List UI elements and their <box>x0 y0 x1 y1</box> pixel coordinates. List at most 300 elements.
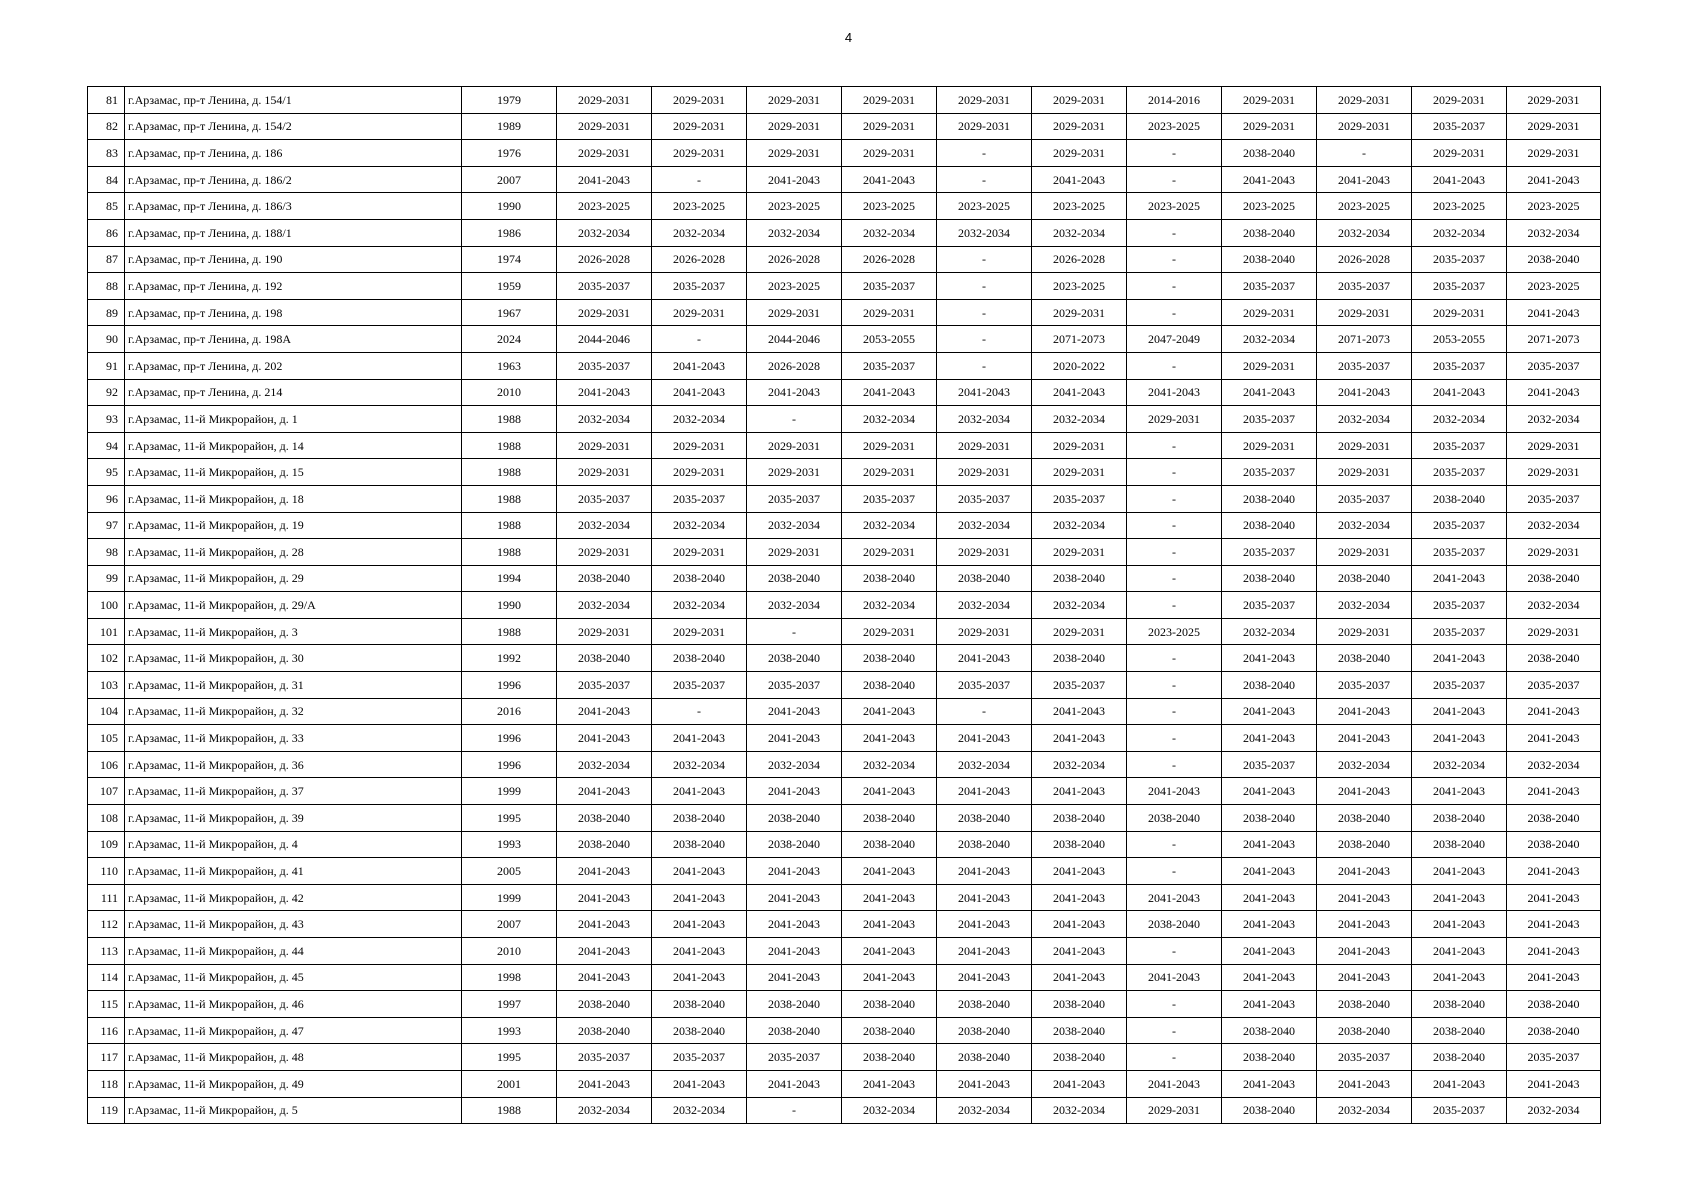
year-built-cell: 1988 <box>462 459 557 486</box>
period-cell: 2041-2043 <box>1507 964 1601 991</box>
table-row <box>88 193 1601 220</box>
period-cell: - <box>1127 751 1222 778</box>
period-cell: 2032-2034 <box>557 512 652 539</box>
period-cell: 2035-2037 <box>747 485 842 512</box>
period-cell: 2023-2025 <box>652 193 747 220</box>
period-cell: 2032-2034 <box>1507 1097 1601 1124</box>
period-cell: 2035-2037 <box>937 672 1032 699</box>
period-cell: 2032-2034 <box>937 219 1032 246</box>
period-cell: 2029-2031 <box>652 618 747 645</box>
period-cell: 2038-2040 <box>652 645 747 672</box>
period-cell: - <box>937 352 1032 379</box>
period-cell: 2029-2031 <box>747 140 842 167</box>
period-cell: 2032-2034 <box>842 592 937 619</box>
period-cell: 2038-2040 <box>1412 831 1507 858</box>
period-cell: 2038-2040 <box>652 565 747 592</box>
year-built-cell: 2007 <box>462 911 557 938</box>
address-cell: г.Арзамас, 11-й Микрорайон, д. 1 <box>125 406 462 433</box>
table-row <box>88 87 1601 114</box>
period-cell: 2038-2040 <box>1032 1044 1127 1071</box>
period-cell: 2038-2040 <box>652 805 747 832</box>
period-cell: 2041-2043 <box>747 858 842 885</box>
period-cell: - <box>937 698 1032 725</box>
period-cell: - <box>1127 645 1222 672</box>
year-built-cell: 1988 <box>462 512 557 539</box>
period-cell: 2032-2034 <box>557 592 652 619</box>
address-cell: г.Арзамас, 11-й Микрорайон, д. 4 <box>125 831 462 858</box>
period-cell: 2041-2043 <box>1507 379 1601 406</box>
row-number-cell: 98 <box>88 539 125 566</box>
period-cell: 2032-2034 <box>1032 219 1127 246</box>
period-cell: 2041-2043 <box>1412 645 1507 672</box>
year-built-cell: 1993 <box>462 831 557 858</box>
address-cell: г.Арзамас, пр-т Ленина, д. 186 <box>125 140 462 167</box>
row-number-cell: 118 <box>88 1070 125 1097</box>
period-cell: 2026-2028 <box>747 352 842 379</box>
period-cell: 2038-2040 <box>1032 991 1127 1018</box>
address-cell: г.Арзамас, пр-т Ленина, д. 186/2 <box>125 166 462 193</box>
period-cell: 2041-2043 <box>937 911 1032 938</box>
period-cell: 2038-2040 <box>1222 805 1317 832</box>
period-cell: 2032-2034 <box>937 512 1032 539</box>
period-cell: 2041-2043 <box>747 725 842 752</box>
period-cell: 2029-2031 <box>1222 87 1317 114</box>
period-cell: 2038-2040 <box>747 1017 842 1044</box>
row-number-cell: 87 <box>88 246 125 273</box>
period-cell: 2032-2034 <box>747 751 842 778</box>
year-built-cell: 1998 <box>462 964 557 991</box>
period-cell: 2026-2028 <box>842 246 937 273</box>
period-cell: 2029-2031 <box>557 299 652 326</box>
period-cell: 2035-2037 <box>1222 751 1317 778</box>
year-built-cell: 1959 <box>462 273 557 300</box>
period-cell: 2041-2043 <box>1127 778 1222 805</box>
year-built-cell: 1974 <box>462 246 557 273</box>
period-cell: 2041-2043 <box>937 725 1032 752</box>
period-cell: 2041-2043 <box>1412 858 1507 885</box>
period-cell: 2038-2040 <box>1032 565 1127 592</box>
period-cell: 2038-2040 <box>1317 805 1412 832</box>
period-cell: 2041-2043 <box>1317 858 1412 885</box>
period-cell: 2044-2046 <box>557 326 652 353</box>
period-cell: 2035-2037 <box>842 485 937 512</box>
address-cell: г.Арзамас, пр-т Ленина, д. 198 <box>125 299 462 326</box>
table-row <box>88 459 1601 486</box>
address-cell: г.Арзамас, 11-й Микрорайон, д. 33 <box>125 725 462 752</box>
address-cell: г.Арзамас, 11-й Микрорайон, д. 30 <box>125 645 462 672</box>
row-number-cell: 111 <box>88 884 125 911</box>
period-cell: 2038-2040 <box>1222 140 1317 167</box>
period-cell: 2038-2040 <box>1222 1097 1317 1124</box>
period-cell: 2041-2043 <box>1032 938 1127 965</box>
period-cell: 2023-2025 <box>937 193 1032 220</box>
period-cell: 2041-2043 <box>1222 645 1317 672</box>
period-cell: 2041-2043 <box>1507 858 1601 885</box>
period-cell: 2041-2043 <box>1507 911 1601 938</box>
period-cell: 2035-2037 <box>1412 1097 1507 1124</box>
address-cell: г.Арзамас, пр-т Ленина, д. 190 <box>125 246 462 273</box>
period-cell: 2023-2025 <box>747 193 842 220</box>
period-cell: 2035-2037 <box>1507 485 1601 512</box>
period-cell: 2041-2043 <box>842 964 937 991</box>
period-cell: 2032-2034 <box>842 406 937 433</box>
period-cell: 2032-2034 <box>557 219 652 246</box>
period-cell: 2038-2040 <box>1032 831 1127 858</box>
period-cell: 2035-2037 <box>937 485 1032 512</box>
period-cell: 2032-2034 <box>652 406 747 433</box>
period-cell: 2029-2031 <box>1317 113 1412 140</box>
period-cell: - <box>1127 166 1222 193</box>
row-number-cell: 104 <box>88 698 125 725</box>
period-cell: 2029-2031 <box>652 432 747 459</box>
period-cell: 2041-2043 <box>1222 938 1317 965</box>
year-built-cell: 1992 <box>462 645 557 672</box>
period-cell: 2038-2040 <box>842 1017 937 1044</box>
period-cell: 2032-2034 <box>1032 512 1127 539</box>
period-cell: - <box>1127 858 1222 885</box>
row-number-cell: 117 <box>88 1044 125 1071</box>
period-cell: 2029-2031 <box>1412 140 1507 167</box>
period-cell: 2041-2043 <box>1127 964 1222 991</box>
year-built-cell: 1988 <box>462 618 557 645</box>
table-row <box>88 1070 1601 1097</box>
period-cell: 2038-2040 <box>937 1044 1032 1071</box>
period-cell: 2029-2031 <box>1032 113 1127 140</box>
period-cell: 2029-2031 <box>747 539 842 566</box>
period-cell: 2038-2040 <box>1317 991 1412 1018</box>
period-cell: 2041-2043 <box>747 884 842 911</box>
period-cell: - <box>1127 1044 1222 1071</box>
period-cell: 2029-2031 <box>1032 140 1127 167</box>
period-cell: 2029-2031 <box>1507 618 1601 645</box>
period-cell: 2041-2043 <box>1032 379 1127 406</box>
period-cell: 2032-2034 <box>747 592 842 619</box>
period-cell: 2032-2034 <box>652 1097 747 1124</box>
period-cell: 2041-2043 <box>1412 964 1507 991</box>
year-built-cell: 1990 <box>462 193 557 220</box>
period-cell: 2035-2037 <box>652 273 747 300</box>
period-cell: 2038-2040 <box>1507 645 1601 672</box>
period-cell: 2029-2031 <box>557 539 652 566</box>
period-cell: 2032-2034 <box>1507 512 1601 539</box>
period-cell: 2035-2037 <box>1412 539 1507 566</box>
table-row <box>88 512 1601 539</box>
page-number: 4 <box>844 30 853 45</box>
table-row <box>88 618 1601 645</box>
address-cell: г.Арзамас, 11-й Микрорайон, д. 36 <box>125 751 462 778</box>
period-cell: 2032-2034 <box>557 1097 652 1124</box>
period-cell: 2035-2037 <box>557 1044 652 1071</box>
period-cell: 2029-2031 <box>937 113 1032 140</box>
period-cell: 2032-2034 <box>1507 592 1601 619</box>
period-cell: 2038-2040 <box>747 831 842 858</box>
period-cell: 2041-2043 <box>842 778 937 805</box>
period-cell: 2023-2025 <box>1507 273 1601 300</box>
period-cell: 2029-2031 <box>1317 618 1412 645</box>
period-cell: 2029-2031 <box>1507 113 1601 140</box>
period-cell: - <box>1127 938 1222 965</box>
period-cell: 2038-2040 <box>1507 246 1601 273</box>
period-cell: 2032-2034 <box>1222 618 1317 645</box>
period-cell: 2032-2034 <box>1032 592 1127 619</box>
address-cell: г.Арзамас, 11-й Микрорайон, д. 5 <box>125 1097 462 1124</box>
table-row <box>88 884 1601 911</box>
table-row <box>88 991 1601 1018</box>
address-cell: г.Арзамас, 11-й Микрорайон, д. 14 <box>125 432 462 459</box>
period-cell: 2041-2043 <box>1222 858 1317 885</box>
period-cell: 2029-2031 <box>1127 1097 1222 1124</box>
period-cell: 2041-2043 <box>937 884 1032 911</box>
period-cell: 2029-2031 <box>1127 406 1222 433</box>
period-cell: - <box>1127 246 1222 273</box>
table-row <box>88 778 1601 805</box>
period-cell: 2038-2040 <box>842 672 937 699</box>
period-cell: 2041-2043 <box>1317 964 1412 991</box>
period-cell: 2041-2043 <box>1507 1070 1601 1097</box>
row-number-cell: 93 <box>88 406 125 433</box>
period-cell: 2041-2043 <box>1507 166 1601 193</box>
period-cell: 2038-2040 <box>937 565 1032 592</box>
period-cell: 2038-2040 <box>842 565 937 592</box>
address-cell: г.Арзамас, 11-й Микрорайон, д. 47 <box>125 1017 462 1044</box>
period-cell: 2041-2043 <box>1222 725 1317 752</box>
period-cell: 2032-2034 <box>1032 406 1127 433</box>
period-cell: 2041-2043 <box>937 938 1032 965</box>
period-cell: 2038-2040 <box>1222 246 1317 273</box>
period-cell: 2038-2040 <box>1222 1017 1317 1044</box>
period-cell: 2041-2043 <box>1317 938 1412 965</box>
period-cell: 2041-2043 <box>842 725 937 752</box>
period-cell: 2032-2034 <box>652 219 747 246</box>
period-cell: 2029-2031 <box>842 618 937 645</box>
period-cell: - <box>1127 273 1222 300</box>
period-cell: 2035-2037 <box>557 273 652 300</box>
period-cell: 2035-2037 <box>1317 1044 1412 1071</box>
address-cell: г.Арзамас, 11-й Микрорайон, д. 28 <box>125 539 462 566</box>
period-cell: - <box>937 246 1032 273</box>
row-number-cell: 112 <box>88 911 125 938</box>
table-row <box>88 964 1601 991</box>
period-cell: - <box>1127 725 1222 752</box>
address-cell: г.Арзамас, 11-й Микрорайон, д. 41 <box>125 858 462 885</box>
period-cell: 2038-2040 <box>652 1017 747 1044</box>
period-cell: 2035-2037 <box>1317 485 1412 512</box>
row-number-cell: 106 <box>88 751 125 778</box>
row-number-cell: 108 <box>88 805 125 832</box>
year-built-cell: 2001 <box>462 1070 557 1097</box>
year-built-cell: 2024 <box>462 326 557 353</box>
row-number-cell: 109 <box>88 831 125 858</box>
period-cell: 2038-2040 <box>842 831 937 858</box>
period-cell: 2032-2034 <box>1317 1097 1412 1124</box>
period-cell: 2032-2034 <box>937 592 1032 619</box>
year-built-cell: 1979 <box>462 87 557 114</box>
address-cell: г.Арзамас, 11-й Микрорайон, д. 44 <box>125 938 462 965</box>
period-cell: - <box>1127 539 1222 566</box>
period-cell: - <box>1317 140 1412 167</box>
period-cell: 2041-2043 <box>1317 884 1412 911</box>
period-cell: - <box>1127 140 1222 167</box>
period-cell: 2041-2043 <box>1507 725 1601 752</box>
period-cell: 2029-2031 <box>747 87 842 114</box>
period-cell: 2023-2025 <box>842 193 937 220</box>
address-cell: г.Арзамас, пр-т Ленина, д. 198А <box>125 326 462 353</box>
period-cell: 2071-2073 <box>1317 326 1412 353</box>
period-cell: 2029-2031 <box>1412 87 1507 114</box>
year-built-cell: 2016 <box>462 698 557 725</box>
period-cell: 2053-2055 <box>1412 326 1507 353</box>
year-built-cell: 1999 <box>462 884 557 911</box>
period-cell: - <box>1127 432 1222 459</box>
period-cell: 2041-2043 <box>842 858 937 885</box>
period-cell: 2041-2043 <box>842 938 937 965</box>
period-cell: 2032-2034 <box>842 751 937 778</box>
period-cell: 2038-2040 <box>557 565 652 592</box>
period-cell: 2032-2034 <box>1317 592 1412 619</box>
row-number-cell: 92 <box>88 379 125 406</box>
period-cell: 2041-2043 <box>557 725 652 752</box>
period-cell: 2020-2022 <box>1032 352 1127 379</box>
table-row <box>88 379 1601 406</box>
period-cell: 2029-2031 <box>652 459 747 486</box>
period-cell: 2029-2031 <box>1507 87 1601 114</box>
year-built-cell: 1996 <box>462 725 557 752</box>
address-cell: г.Арзамас, пр-т Ленина, д. 188/1 <box>125 219 462 246</box>
period-cell: - <box>652 698 747 725</box>
period-cell: 2035-2037 <box>1412 246 1507 273</box>
period-cell: 2038-2040 <box>1032 645 1127 672</box>
period-cell: 2023-2025 <box>1222 193 1317 220</box>
row-number-cell: 116 <box>88 1017 125 1044</box>
period-cell: 2041-2043 <box>1032 778 1127 805</box>
period-cell: 2041-2043 <box>1317 698 1412 725</box>
period-cell: 2038-2040 <box>1412 1017 1507 1044</box>
period-cell: 2032-2034 <box>1032 751 1127 778</box>
period-cell: 2041-2043 <box>1507 299 1601 326</box>
period-cell: 2032-2034 <box>937 751 1032 778</box>
period-cell: 2035-2037 <box>842 352 937 379</box>
period-cell: 2032-2034 <box>1317 751 1412 778</box>
period-cell: 2029-2031 <box>557 432 652 459</box>
address-cell: г.Арзамас, 11-й Микрорайон, д. 49 <box>125 1070 462 1097</box>
period-cell: 2041-2043 <box>1222 698 1317 725</box>
period-cell: 2029-2031 <box>1222 432 1317 459</box>
table-body <box>88 87 1601 1124</box>
address-cell: г.Арзамас, пр-т Ленина, д. 154/1 <box>125 87 462 114</box>
year-built-cell: 1963 <box>462 352 557 379</box>
year-built-cell: 2010 <box>462 379 557 406</box>
period-cell: 2038-2040 <box>842 805 937 832</box>
row-number-cell: 113 <box>88 938 125 965</box>
period-cell: 2038-2040 <box>1412 485 1507 512</box>
address-cell: г.Арзамас, пр-т Ленина, д. 214 <box>125 379 462 406</box>
period-cell: 2041-2043 <box>557 1070 652 1097</box>
period-cell: 2038-2040 <box>1032 805 1127 832</box>
period-cell: 2038-2040 <box>937 991 1032 1018</box>
period-cell: 2041-2043 <box>1222 884 1317 911</box>
table-row <box>88 1044 1601 1071</box>
period-cell: 2041-2043 <box>1317 379 1412 406</box>
period-cell: 2035-2037 <box>1412 273 1507 300</box>
period-cell: 2029-2031 <box>652 539 747 566</box>
period-cell: 2023-2025 <box>1127 113 1222 140</box>
row-number-cell: 99 <box>88 565 125 592</box>
period-cell: 2041-2043 <box>652 725 747 752</box>
year-built-cell: 2005 <box>462 858 557 885</box>
period-cell: 2038-2040 <box>1507 1017 1601 1044</box>
table-row <box>88 645 1601 672</box>
period-cell: 2038-2040 <box>652 991 747 1018</box>
period-cell: 2029-2031 <box>842 113 937 140</box>
table-row <box>88 592 1601 619</box>
table-row <box>88 911 1601 938</box>
period-cell: 2035-2037 <box>1222 273 1317 300</box>
period-cell: 2038-2040 <box>747 991 842 1018</box>
row-number-cell: 85 <box>88 193 125 220</box>
row-number-cell: 101 <box>88 618 125 645</box>
row-number-cell: 114 <box>88 964 125 991</box>
period-cell: 2029-2031 <box>937 539 1032 566</box>
period-cell: 2041-2043 <box>1507 938 1601 965</box>
period-cell: 2029-2031 <box>557 87 652 114</box>
period-cell: 2041-2043 <box>557 938 652 965</box>
period-cell: 2041-2043 <box>652 938 747 965</box>
period-cell: 2038-2040 <box>842 645 937 672</box>
period-cell: 2041-2043 <box>652 352 747 379</box>
period-cell: 2029-2031 <box>1412 299 1507 326</box>
period-cell: 2041-2043 <box>1127 379 1222 406</box>
period-cell: 2029-2031 <box>747 432 842 459</box>
period-cell: 2041-2043 <box>652 379 747 406</box>
period-cell: 2026-2028 <box>1032 246 1127 273</box>
period-cell: 2038-2040 <box>937 1017 1032 1044</box>
address-cell: г.Арзамас, пр-т Ленина, д. 192 <box>125 273 462 300</box>
address-cell: г.Арзамас, 11-й Микрорайон, д. 37 <box>125 778 462 805</box>
period-cell: 2038-2040 <box>937 831 1032 858</box>
period-cell: 2029-2031 <box>1507 140 1601 167</box>
period-cell: 2035-2037 <box>1412 592 1507 619</box>
period-cell: 2023-2025 <box>1317 193 1412 220</box>
year-built-cell: 1996 <box>462 672 557 699</box>
address-cell: г.Арзамас, пр-т Ленина, д. 202 <box>125 352 462 379</box>
period-cell: 2041-2043 <box>937 964 1032 991</box>
row-number-cell: 110 <box>88 858 125 885</box>
period-cell: 2041-2043 <box>557 911 652 938</box>
period-cell: 2041-2043 <box>1032 911 1127 938</box>
period-cell: 2041-2043 <box>1127 884 1222 911</box>
period-cell: 2032-2034 <box>842 1097 937 1124</box>
year-built-cell: 1967 <box>462 299 557 326</box>
address-cell: г.Арзамас, 11-й Микрорайон, д. 15 <box>125 459 462 486</box>
period-cell: 2029-2031 <box>652 299 747 326</box>
period-cell: 2041-2043 <box>557 884 652 911</box>
period-cell: 2023-2025 <box>747 273 842 300</box>
period-cell: 2041-2043 <box>842 1070 937 1097</box>
period-cell: 2038-2040 <box>1127 911 1222 938</box>
period-cell: 2038-2040 <box>842 1044 937 1071</box>
address-cell: г.Арзамас, 11-й Микрорайон, д. 42 <box>125 884 462 911</box>
year-built-cell: 1989 <box>462 113 557 140</box>
year-built-cell: 1988 <box>462 539 557 566</box>
period-cell: 2041-2043 <box>747 778 842 805</box>
period-cell: 2029-2031 <box>1507 539 1601 566</box>
period-cell: - <box>937 299 1032 326</box>
period-cell: 2041-2043 <box>747 1070 842 1097</box>
period-cell: 2029-2031 <box>557 459 652 486</box>
table-row <box>88 406 1601 433</box>
period-cell: 2041-2043 <box>557 964 652 991</box>
period-cell: 2035-2037 <box>557 352 652 379</box>
